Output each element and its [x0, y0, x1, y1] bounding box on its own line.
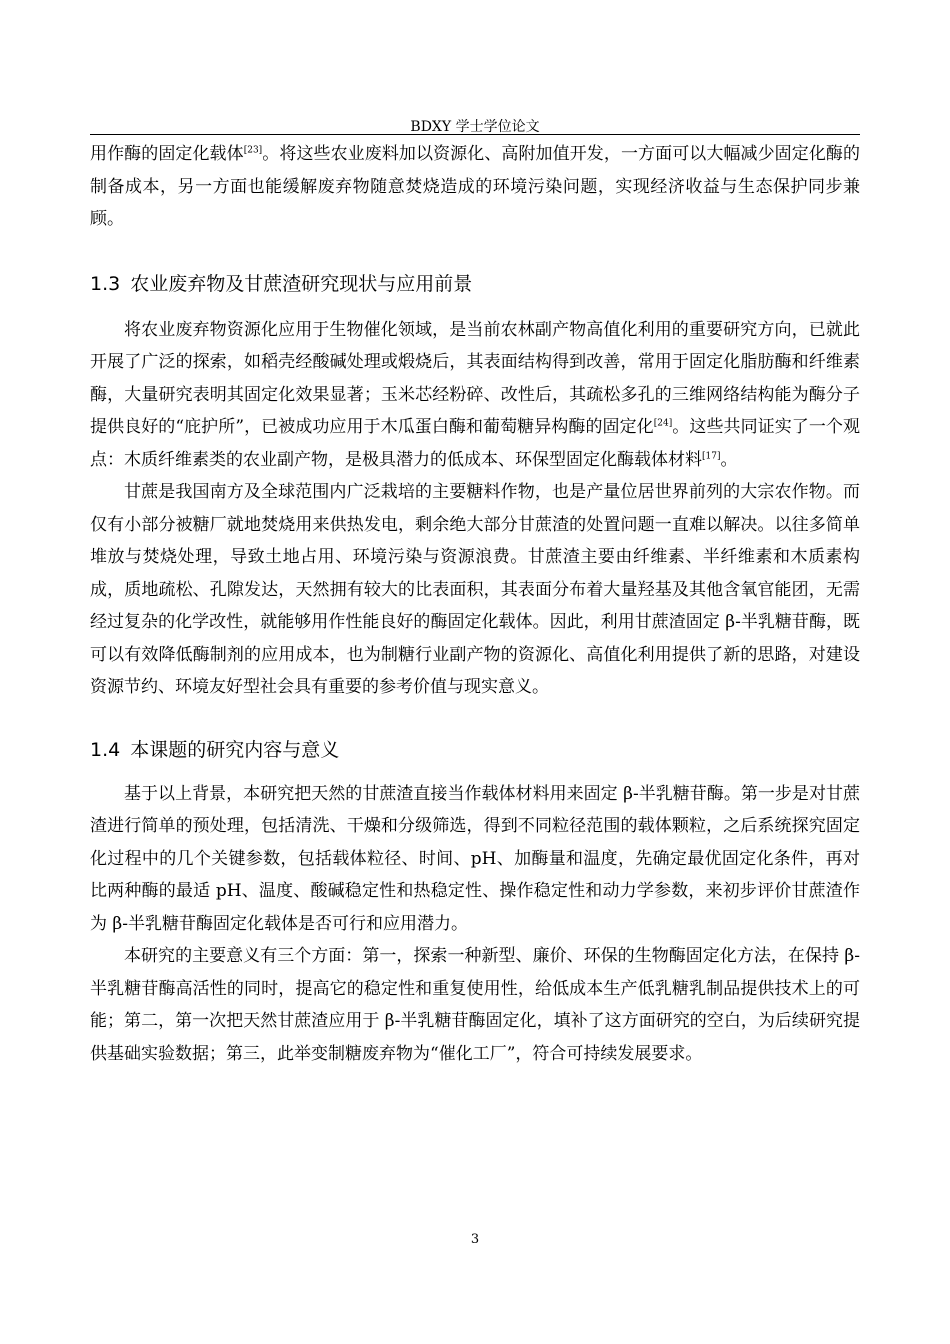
citation-ref: [17] — [702, 450, 721, 461]
paragraph: 基于以上背景，本研究把天然的甘蔗渣直接当作载体材料用来固定 β-半乳糖苷酶。第一步是对甘蔗渣进行简单的预处理，包括清洗、干燥和分级筛选，得到不同粒径范围的载体颗粒，之后系统探究固定化过程中的几个关键参数，包括载体粒径、时间、pH、加酶量和温度，先确定最优固定化条件，再对比两种酶的最适 pH、温度、酸碱稳定性和热稳定性、操作稳定性和动力学参数，来初步评价甘蔗渣作为 β-半乳糖苷酶固定化载体是否可行和应用潜力。 — [90, 783, 860, 934]
paragraph: 甘蔗是我国南方及全球范围内广泛栽培的主要糖料作物，也是产量位居世界前列的大宗农作物。而仅有小部分被糖厂就地焚烧用来供热发电，剩余绝大部分甘蔗渣的处置问题一直难以解决。以往多简单堆放与焚烧处理，导致土地占用、环境污染与资源浪费。甘蔗渣主要由纤维素、半纤维素和木质素构成，质地疏松、孔隙发达，天然拥有较大的比表面积，其表面分布着大量羟基及其他含氧官能团，无需经过复杂的化学改性，就能够用作性能良好的酶固定化载体。因此，利用甘蔗渣固定 β-半乳糖苷酶，既可以有效降低酶制剂的应用成本，也为制糖行业副产物的资源化、高值化利用提供了新的思路，对建设资源节约、环境友好型社会具有重要的参考价值与现实意义。 — [90, 482, 860, 697]
section-number: 1.3 — [90, 272, 121, 295]
paragraph-text: 用作酶的固定化载体 — [90, 144, 244, 164]
paragraph-text: 。将这些农业废料加以资源化、高附加值开发，一方面可以大幅减少固定化酶的制备成本，另一方面也能缓解废弃物随意焚烧造成的环境污染问题，实现经济收益与生态保护同步兼顾。 — [90, 144, 860, 229]
paragraph-text: 将农业废弃物资源化应用于生物催化领域，是当前农林副产物高值化利用的重要研究方向，已就此开展了广泛的探索，如稻壳经酸碱处理或煅烧后，其表面结构得到改善，常用于固定化脂肪酶和纤维素酶，大量研究表明其固定化效果显著；玉米芯经粉碎、改性后，其疏松多孔的三维网络结构能为酶分子提供良好的“庇护所”，已被成功应用于木瓜蛋白酶和葡萄糖异构酶的固定化 — [90, 319, 860, 437]
section-title: 本课题的研究内容与意义 — [130, 738, 340, 761]
page-number: 3 — [470, 1232, 480, 1247]
paragraph — [90, 314, 860, 477]
citation-ref: [23] — [243, 145, 263, 156]
header-divider — [90, 134, 860, 135]
running-header: BDXY 学士学位论文 — [410, 119, 540, 135]
paragraph-continued — [90, 138, 860, 236]
body-content — [90, 138, 860, 1070]
section-title: 农业废弃物及甘蔗渣研究现状与应用前景 — [130, 272, 473, 295]
section-number: 1.4 — [90, 738, 121, 761]
paragraph-text: 。 — [720, 449, 738, 470]
paragraph: 本研究的主要意义有三个方面：第一，探索一种新型、廉价、环保的生物酶固定化方法，在保持 β-半乳糖苷酶高活性的同时，提高它的稳定性和重复使用性，给低成本生产低乳糖乳制品提供技术上的可能；第二，第一次把天然甘蔗渣应用于 β-半乳糖苷酶固定化，填补了这方面研究的空白，为后续研究提供基础实验数据；第三，此举变制糖废弃物为“催化工厂”，符合可持续发展要求。 — [90, 946, 860, 1064]
citation-ref: [24] — [653, 418, 673, 429]
section-heading-1-4 — [90, 738, 860, 762]
paragraph-text: 。这些共同证实了一个观点：木质纤维素类的农业副产物，是极具潜力的低成本、环保型固定化酶载体材料 — [90, 417, 860, 470]
section-heading-1-3 — [90, 272, 860, 296]
